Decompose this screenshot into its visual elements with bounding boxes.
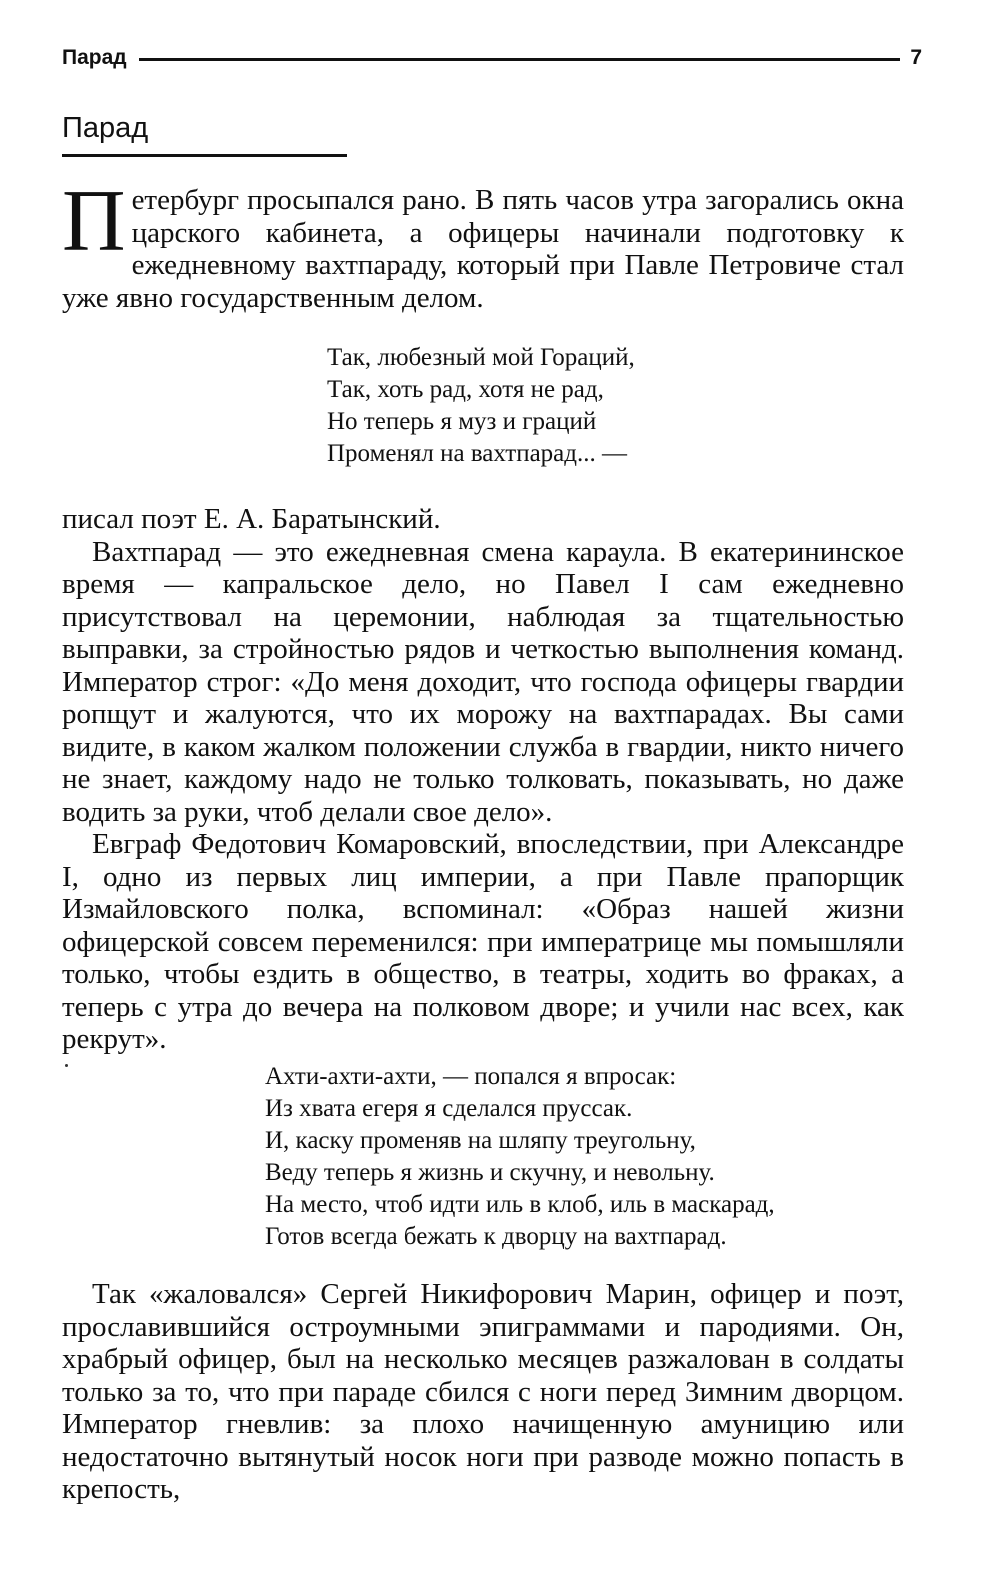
main-text bbox=[62, 503, 904, 1056]
verse-line: Ахти-ахти-ахти, — попался я впросак: bbox=[265, 1063, 677, 1090]
drop-cap: П bbox=[62, 173, 126, 270]
verse-marin bbox=[265, 1061, 775, 1253]
verse-line: И, каску променяв на шляпу треугольну, bbox=[265, 1127, 696, 1154]
intro-text: етербург просыпался рано. В пять часов утра загорались окна царского кабинета, а офицеры начинали подготовку к ежедневному вахтпараду, который при Павле Петровиче стал уже явно государственным делом. bbox=[62, 184, 904, 314]
paragraph-komarovsky: Евграф Федотович Комаровский, впоследствии, при Александре I, одно из первых лиц империи, а при Павле прапорщик Измайловского полка, вспоминал: «Образ нашей жизни офицерской совсем переменился: при императрице мы помышляли только, чтобы ездить в общество, в театры, ходить во фраках, а теперь с утра до вечера на полковом дворе; и учили нас всех, как рекрут». bbox=[62, 828, 904, 1055]
verse-line: Готов всегда бежать к дворцу на вахтпарад. bbox=[265, 1223, 727, 1250]
attribution: писал поэт Е. А. Баратынский. bbox=[62, 503, 441, 535]
verse-line: Так, хоть рад, хотя не рад, bbox=[327, 376, 604, 403]
page-number: 7 bbox=[910, 46, 922, 69]
paragraph-vakhtparad: Вахтпарад — это ежедневная смена караула. В екатерининское время — капральское дело, но Павел I сам ежедневно присутствовал на церемонии, наблюдая за тщательностью выправки, за стройностью рядов и четкостью выполнения команд. Император строг: «До меня доходит, что господа офицеры гвардии ропщут и жалуются, что их морожу на вахтпарадах. Вы сами видите, в каком жалком положении служба в гвардии, никто ничего не знает, каждому надо не только толковать, показывать, но даже водить за руки, чтоб делали свое дело». bbox=[62, 535, 904, 828]
verse-line: Так, любезный мой Гораций, bbox=[327, 344, 635, 371]
verse-line: Из хвата егеря я сделался пруссак. bbox=[265, 1095, 633, 1122]
paragraph-marin: Так «жаловался» Сергей Никифорович Марин, офицер и поэт, прославившийся остроумными эпиграммами и пародиями. Он, храбрый офицер, был на несколько месяцев разжалован в солдаты только за то, что при параде сбился с ноги перед Зимним дворцом. Император гневлив: за плохо начищенную амуницию или недостаточно вытянутый носок ноги при разводе можно попасть в крепость, bbox=[62, 1278, 904, 1505]
verse-line: Веду теперь я жизнь и скучну, и невольну. bbox=[265, 1159, 715, 1186]
chapter-title-rule bbox=[62, 154, 347, 157]
intro-paragraph bbox=[62, 173, 904, 314]
closing-text bbox=[62, 1278, 904, 1506]
verse-line: Но теперь я муз и граций bbox=[327, 408, 597, 435]
running-head bbox=[62, 38, 922, 70]
chapter-title: Парад bbox=[62, 112, 149, 144]
running-title: Парад bbox=[62, 46, 127, 69]
speck bbox=[65, 1064, 68, 1067]
verse-line: На место, чтоб идти иль в клоб, иль в маскарад, bbox=[265, 1191, 775, 1218]
verse-baratynsky bbox=[327, 342, 635, 470]
running-head-rule bbox=[139, 58, 901, 61]
verse-line: Променял на вахтпарад... — bbox=[327, 440, 627, 467]
